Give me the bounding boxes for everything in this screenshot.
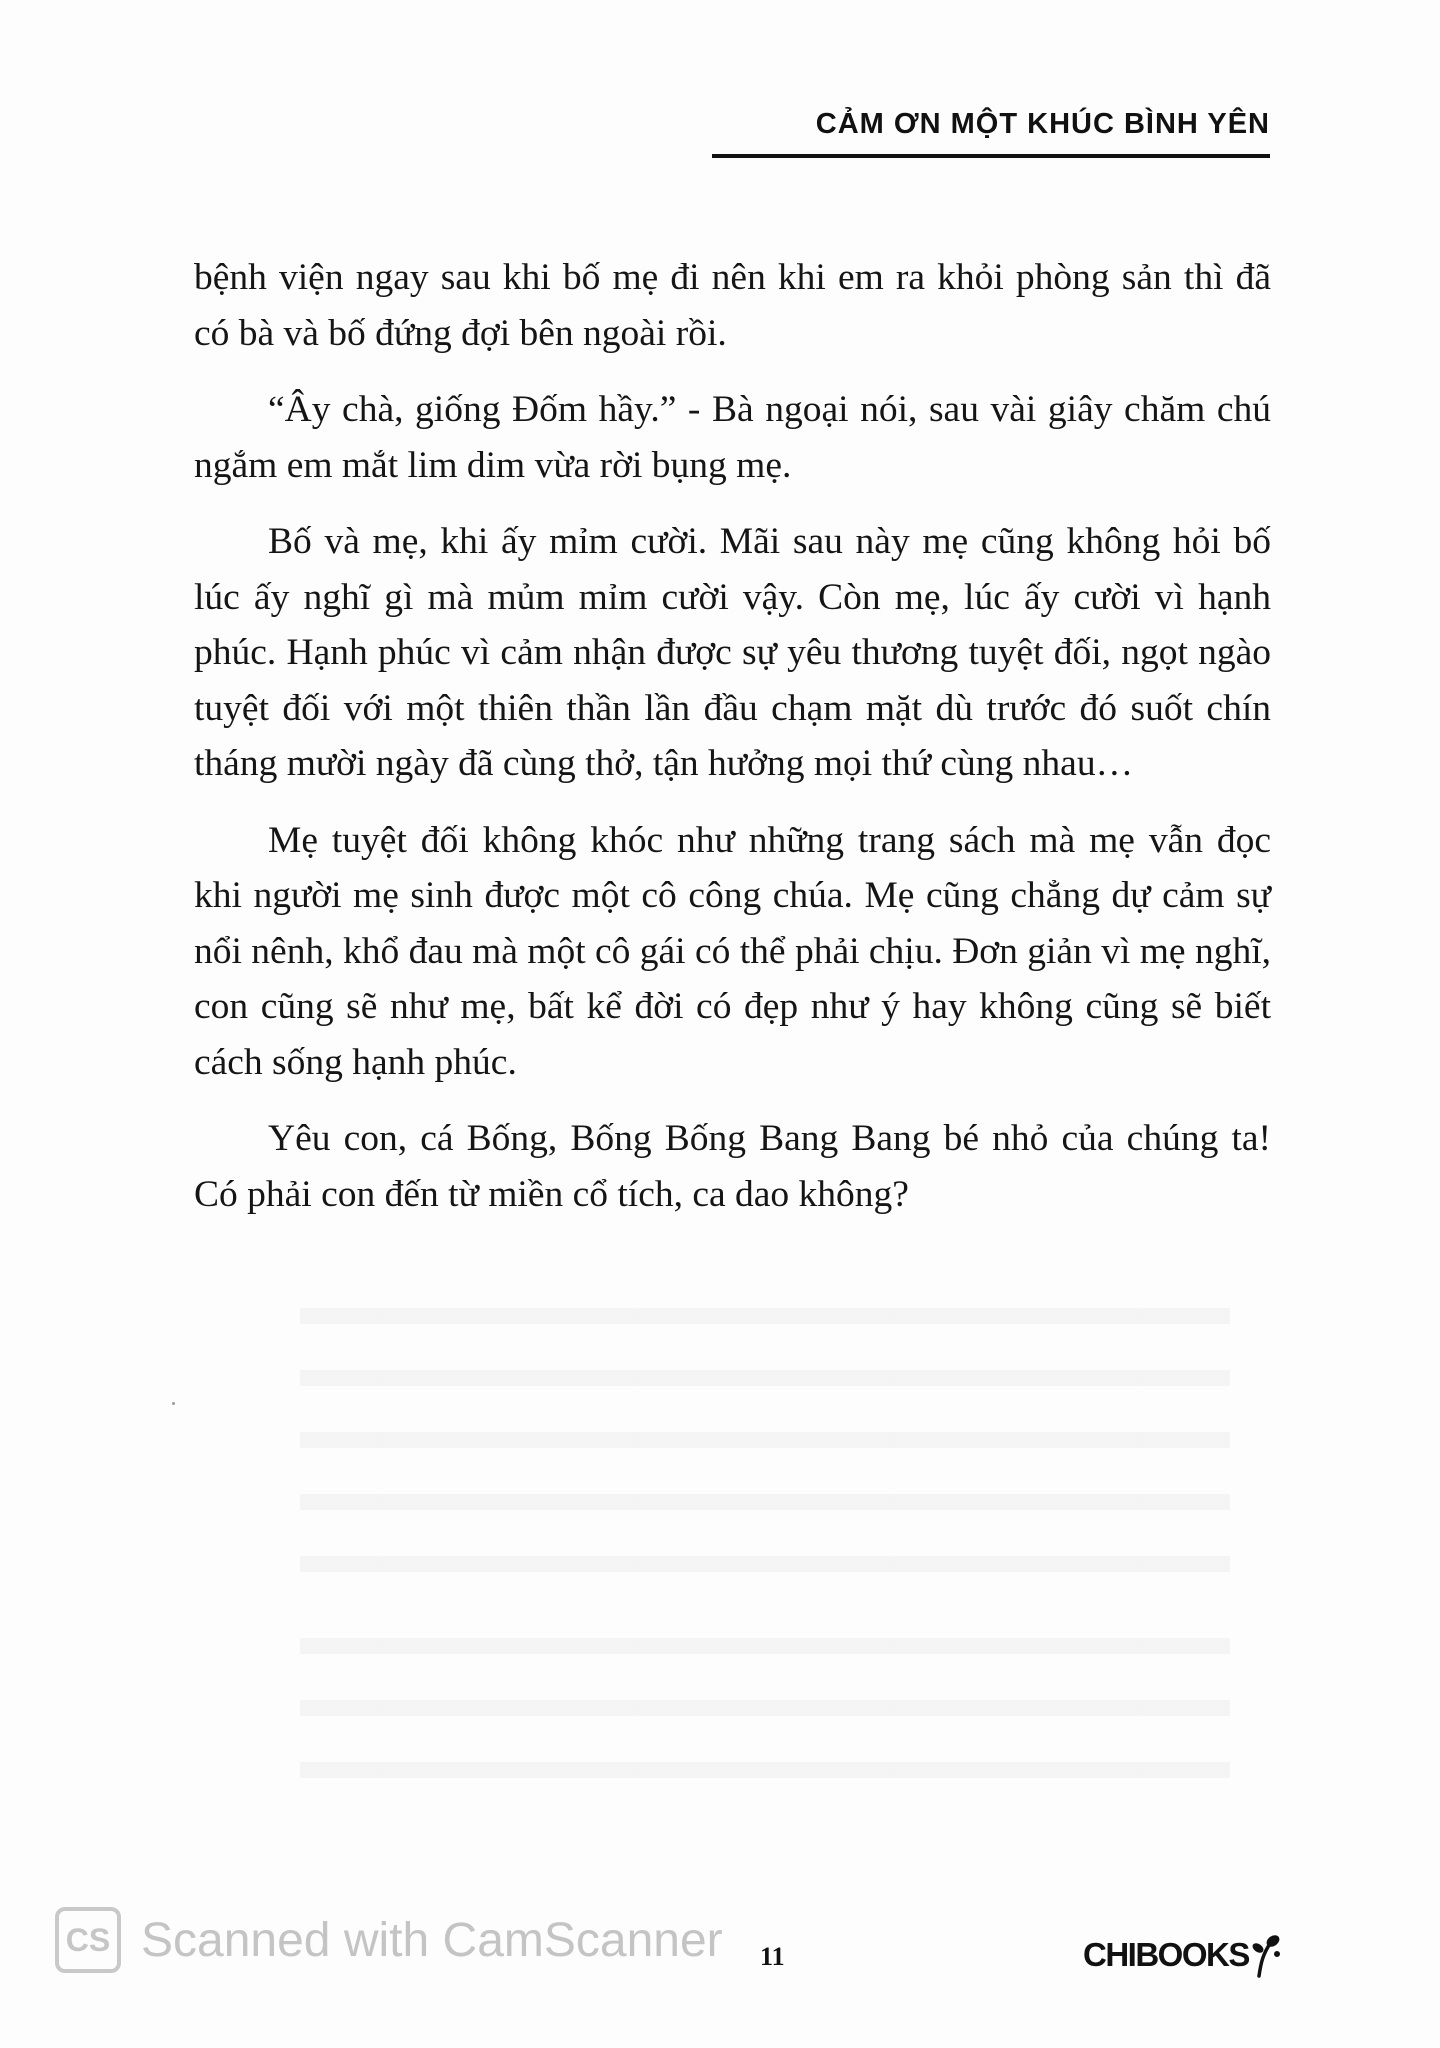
publisher-logo [1083,1930,1281,1980]
bleed-row [300,1538,1230,1590]
camscanner-logo-icon: CS [55,1907,121,1973]
bleed-row [300,1620,1230,1678]
paragraph: Yêu con, cá Bống, Bống Bống Bang Bang bé nhỏ của chúng ta! Có phải con đến từ miền cổ tích, ca dao không? [194,1118,1271,1215]
bleed-row [300,1682,1230,1740]
paragraph: Bố và mẹ, khi ấy mỉm cười. Mãi sau này mẹ cũng không hỏi bố lúc ấy nghĩ gì mà mủm mỉm cười vậy. Còn mẹ, lúc ấy cười vì hạnh phúc. Hạnh phúc vì cảm nhận được sự yêu thương tuyệt đối, ngọt ngào tuyệt đối với một thiên thần lần đầu chạm mặt dù trước đó suốt chín tháng mười ngày đã cùng thở, tận hưởng mọi thứ cùng nhau… [194,521,1271,784]
bleed-row [300,1290,1230,1348]
bleed-row [300,1744,1230,1802]
paragraph: “Ây chà, giống Đốm hầy.” - Bà ngoại nói, sau vài giây chăm chú ngắm em mắt lim dim vừa rời bụng mẹ. [194,389,1271,486]
bleed-through-texture [300,1620,1230,1850]
running-header: CẢM ƠN MỘT KHÚC BÌNH YÊN [815,108,1270,140]
bleed-through-texture [300,1290,1230,1590]
body-text [194,250,1271,1243]
publisher-wordmark: CHIBOOKS [1083,1936,1249,1973]
paragraph: Mẹ tuyệt đối không khóc như những trang sách mà mẹ vẫn đọc khi người mẹ sinh được một cô công chúa. Mẹ cũng chẳng dự cảm sự nổi nênh, khổ đau mà một cô gái có thể phải chịu. Đơn giản vì mẹ nghĩ, con cũng sẽ như mẹ, bất kể đời có đẹp như ý hay không cũng sẽ biết cách sống hạnh phúc. [194,819,1271,1083]
bleed-row [300,1476,1230,1534]
page-number: 11 [760,1942,785,1971]
bleed-row [300,1352,1230,1410]
scanner-watermark [55,1907,723,1973]
watermark-text: Scanned with CamScanner [141,1913,723,1967]
dust-speck [172,1402,175,1405]
bleed-row [300,1414,1230,1472]
header-rule [712,154,1270,158]
paragraph: bệnh viện ngay sau khi bố mẹ đi nên khi em ra khỏi phòng sản thì đã có bà và bố đứng đợi bên ngoài rồi. [194,257,1271,354]
leaf-sprout-icon [1251,1932,1281,1978]
